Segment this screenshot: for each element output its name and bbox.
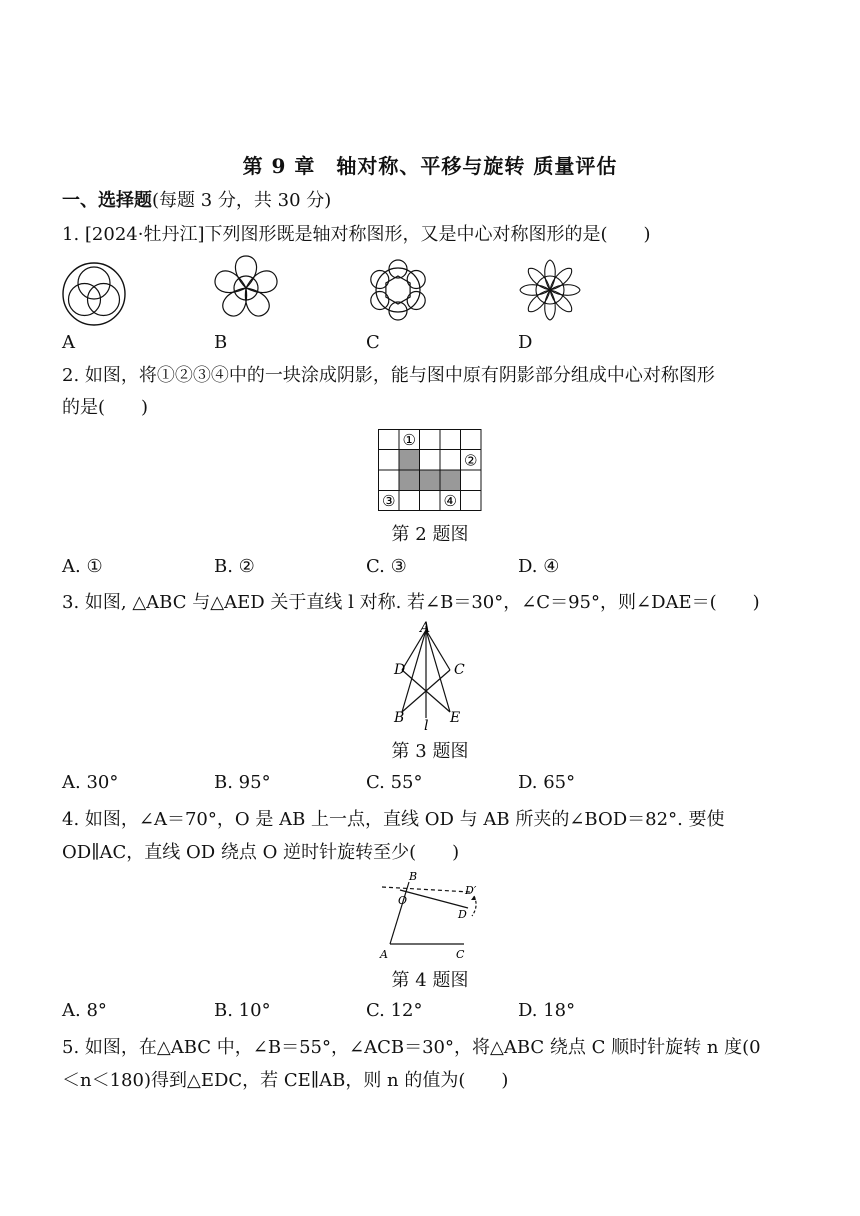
q3-caption: 第 3 题图 [391, 741, 469, 762]
grid-label-3: ③ [381, 492, 396, 510]
q3-label-c: C [454, 662, 465, 678]
question-3-text: 3. 如图, △ABC 与△AED 关于直线 l 对称. 若∠B＝30°，∠C＝95°，则∠DAE＝( ) [62, 592, 760, 613]
question-5-line-2: ＜n＜180)得到△EDC，若 CE∥AB，则 n 的值为( ) [62, 1070, 509, 1091]
question-2-line-2: 的是( ) [62, 397, 149, 418]
q3-label-b: B [394, 710, 405, 726]
page-title: 第 9 章 轴对称、平移与旋转 质量评估 [242, 154, 618, 178]
q2-caption: 第 2 题图 [391, 524, 469, 545]
question-4-line-1: 4. 如图，∠A＝70°，O 是 AB 上一点，直线 OD 与 AB 所夹的∠BOD＝82°. 要使 [62, 809, 725, 830]
grid-label-4: ④ [443, 492, 457, 510]
q3-label-a: A [420, 620, 431, 636]
q1-figure-a [60, 260, 128, 328]
q4-label-o: O [398, 894, 408, 907]
q3-option-c[interactable]: C. 55° [366, 772, 423, 793]
q2-grid-figure [378, 429, 482, 511]
grid-label-1: ① [402, 431, 416, 449]
section-title: 一、选择题 [62, 190, 152, 211]
question-5-line-1: 5. 如图，在△ABC 中，∠B＝55°，∠ACB＝30°，将△ABC 绕点 C 顺时针旋转 n 度(0 [62, 1037, 761, 1058]
q4-option-b[interactable]: B. 10° [214, 1000, 271, 1021]
section-heading [62, 186, 331, 212]
q2-option-b[interactable]: B. ② [214, 556, 255, 577]
q4-figure [376, 870, 488, 962]
q1-option-b[interactable]: B [214, 332, 228, 353]
q3-option-d[interactable]: D. 65° [518, 772, 576, 793]
section-note: (每题 3 分，共 30 分) [152, 190, 332, 211]
q4-option-d[interactable]: D. 18° [518, 1000, 576, 1021]
q1-option-c[interactable]: C [366, 332, 380, 353]
q1-figure-d [516, 256, 584, 324]
q4-label-b: B [409, 870, 418, 883]
q2-option-c[interactable]: C. ③ [366, 556, 407, 577]
q1-option-d[interactable]: D [518, 332, 533, 353]
q4-label-d-prime: D′ [465, 884, 477, 897]
q4-option-c[interactable]: C. 12° [366, 1000, 423, 1021]
question-4-line-2: OD∥AC，直线 OD 绕点 O 逆时针旋转至少( ) [62, 842, 460, 863]
q1-option-a[interactable]: A [62, 332, 75, 353]
q3-label-l: l [424, 718, 429, 734]
q1-figure-b [212, 254, 280, 322]
q3-option-a[interactable]: A. 30° [62, 772, 119, 793]
q1-figure-c [364, 256, 432, 324]
q3-label-e: E [450, 710, 461, 726]
q4-option-a[interactable]: A. 8° [62, 1000, 107, 1021]
grid-label-2: ② [463, 451, 478, 470]
q4-label-d: D [458, 908, 467, 921]
q4-label-c: C [456, 948, 465, 961]
q3-figure [388, 622, 472, 732]
q2-option-a[interactable]: A. ① [62, 556, 103, 577]
question-1-text: 1. [2024·牡丹江]下列图形既是轴对称图形，又是中心对称图形的是( ) [62, 224, 651, 245]
q4-caption: 第 4 题图 [391, 970, 469, 991]
q4-label-a: A [380, 948, 388, 961]
q3-option-b[interactable]: B. 95° [214, 772, 271, 793]
q3-label-d: D [394, 662, 406, 678]
question-2-line-1: 2. 如图，将①②③④中的一块涂成阴影，能与图中原有阴影部分组成中心对称图形 [62, 365, 715, 386]
q2-option-d[interactable]: D. ④ [518, 556, 560, 577]
